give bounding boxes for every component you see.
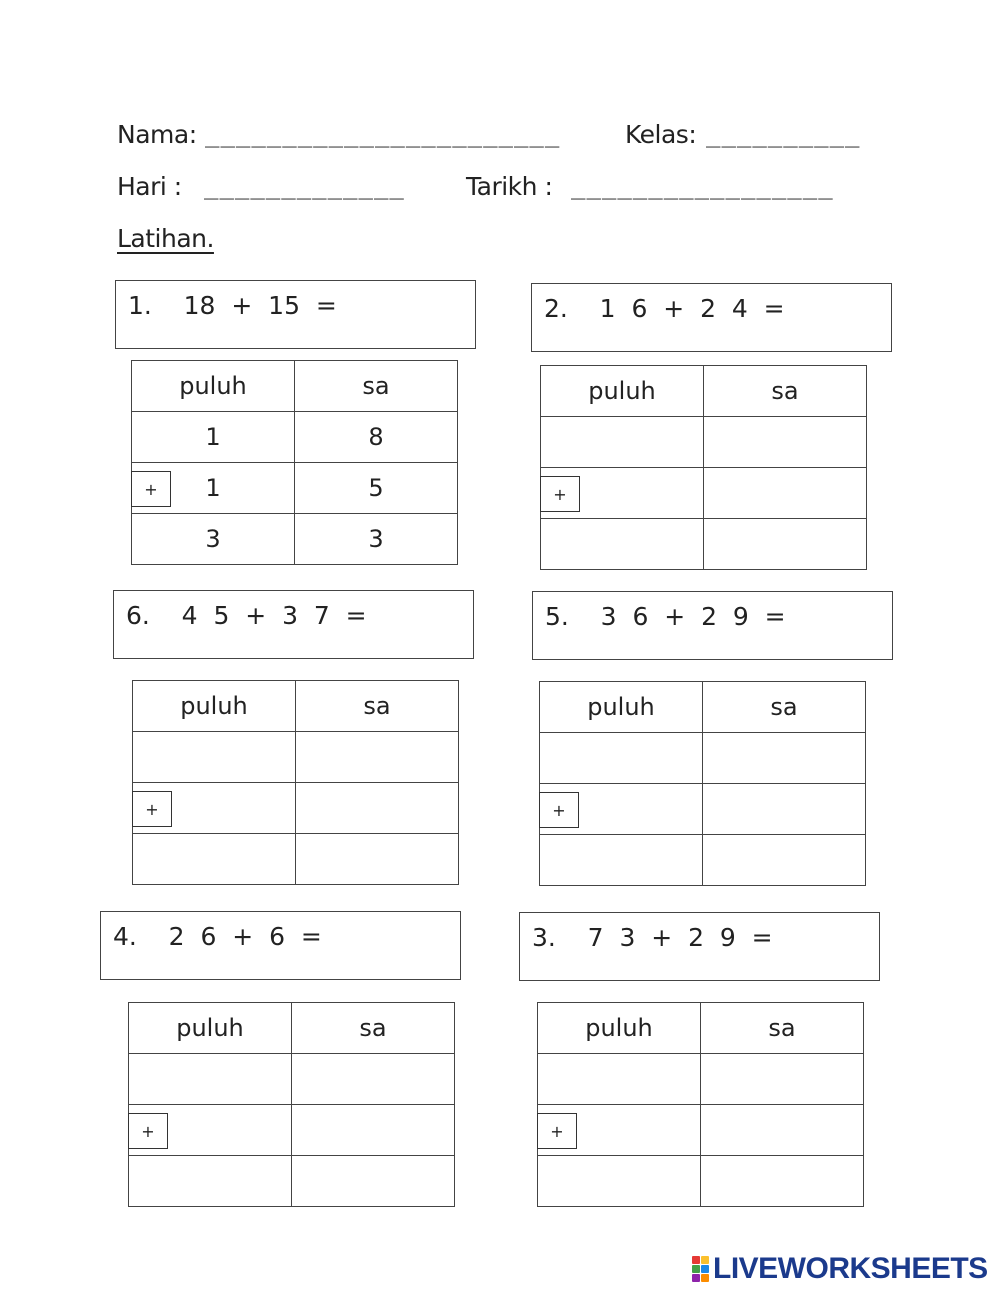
question-label-1: 1. 18 + 15 =	[128, 291, 337, 320]
header-sa: sa	[296, 681, 459, 732]
cell-tens[interactable]	[129, 1054, 292, 1105]
question-label-6: 6. 4 5 + 3 7 =	[126, 601, 367, 630]
logo-icon	[692, 1256, 709, 1282]
cell-ones[interactable]	[296, 783, 459, 834]
header-puluh: puluh	[540, 682, 703, 733]
header-puluh: puluh	[132, 361, 295, 412]
question-label-2: 2. 1 6 + 2 4 =	[544, 294, 785, 323]
plus-sign-box: +	[131, 471, 171, 507]
cell-tens[interactable]	[133, 834, 296, 885]
cell-tens[interactable]: 3	[132, 514, 295, 565]
logo-square	[692, 1265, 700, 1273]
cell-ones[interactable]	[296, 732, 459, 783]
question-box-6	[113, 590, 474, 659]
logo-square	[692, 1274, 700, 1282]
cell-tens[interactable]	[540, 733, 703, 784]
class-label: Kelas:	[625, 120, 697, 149]
name-field[interactable]: _______________________	[205, 120, 561, 148]
cell-tens[interactable]	[540, 835, 703, 886]
header-puluh: puluh	[133, 681, 296, 732]
cell-ones[interactable]	[701, 1054, 864, 1105]
cell-ones[interactable]	[704, 519, 867, 570]
cell-tens[interactable]	[541, 519, 704, 570]
logo-text: LIVEWORKSHEETS	[713, 1252, 988, 1285]
plus-sign-box: +	[540, 476, 580, 512]
header-puluh: puluh	[129, 1003, 292, 1054]
class-field[interactable]: __________	[706, 120, 861, 148]
cell-ones[interactable]	[704, 417, 867, 468]
place-value-table-5	[539, 681, 866, 886]
header-puluh: puluh	[538, 1003, 701, 1054]
cell-ones[interactable]	[292, 1156, 455, 1207]
place-value-table-3	[537, 1002, 864, 1207]
header-sa: sa	[704, 366, 867, 417]
cell-tens[interactable]	[133, 783, 296, 834]
cell-value: 1	[205, 474, 221, 502]
plus-sign-box: +	[539, 792, 579, 828]
logo-square	[701, 1256, 709, 1264]
cell-tens[interactable]	[541, 468, 704, 519]
place-value-table-2	[540, 365, 867, 570]
cell-ones[interactable]	[292, 1054, 455, 1105]
day-field[interactable]: _____________	[204, 172, 405, 200]
cell-tens[interactable]	[129, 1105, 292, 1156]
place-value-table-6	[132, 680, 459, 885]
cell-tens[interactable]	[538, 1156, 701, 1207]
header-sa: sa	[295, 361, 458, 412]
plus-sign-box: +	[132, 791, 172, 827]
cell-ones[interactable]	[703, 784, 866, 835]
question-box-1	[115, 280, 476, 349]
cell-tens[interactable]	[132, 463, 295, 514]
question-label-5: 5. 3 6 + 2 9 =	[545, 602, 786, 631]
cell-ones[interactable]	[292, 1105, 455, 1156]
name-label: Nama:	[117, 120, 197, 149]
cell-tens[interactable]	[538, 1054, 701, 1105]
header-sa: sa	[701, 1003, 864, 1054]
logo-square	[692, 1256, 700, 1264]
cell-ones[interactable]	[703, 733, 866, 784]
cell-ones[interactable]	[703, 835, 866, 886]
cell-tens[interactable]	[540, 784, 703, 835]
question-label-4: 4. 2 6 + 6 =	[113, 922, 322, 951]
cell-ones[interactable]	[296, 834, 459, 885]
liveworksheets-logo	[692, 1252, 988, 1285]
question-box-3	[519, 912, 880, 981]
cell-ones[interactable]	[704, 468, 867, 519]
header-puluh: puluh	[541, 366, 704, 417]
place-value-table-1	[131, 360, 458, 565]
cell-tens[interactable]: 1	[132, 412, 295, 463]
day-label: Hari :	[117, 172, 182, 201]
question-box-4	[100, 911, 461, 980]
plus-sign-box: +	[128, 1113, 168, 1149]
cell-tens[interactable]	[538, 1105, 701, 1156]
question-box-5	[532, 591, 893, 660]
cell-ones[interactable]: 8	[295, 412, 458, 463]
question-box-2	[531, 283, 892, 352]
header-sa: sa	[703, 682, 866, 733]
cell-ones[interactable]	[701, 1105, 864, 1156]
logo-square	[701, 1274, 709, 1282]
cell-tens[interactable]	[129, 1156, 292, 1207]
cell-ones[interactable]: 3	[295, 514, 458, 565]
cell-ones[interactable]	[701, 1156, 864, 1207]
section-title: Latihan.	[117, 224, 214, 253]
logo-square	[701, 1265, 709, 1273]
plus-sign-box: +	[537, 1113, 577, 1149]
place-value-table-4	[128, 1002, 455, 1207]
cell-tens[interactable]	[541, 417, 704, 468]
date-field[interactable]: _________________	[571, 172, 834, 200]
cell-ones[interactable]: 5	[295, 463, 458, 514]
cell-tens[interactable]	[133, 732, 296, 783]
question-label-3: 3. 7 3 + 2 9 =	[532, 923, 773, 952]
header-sa: sa	[292, 1003, 455, 1054]
date-label: Tarikh :	[466, 172, 553, 201]
